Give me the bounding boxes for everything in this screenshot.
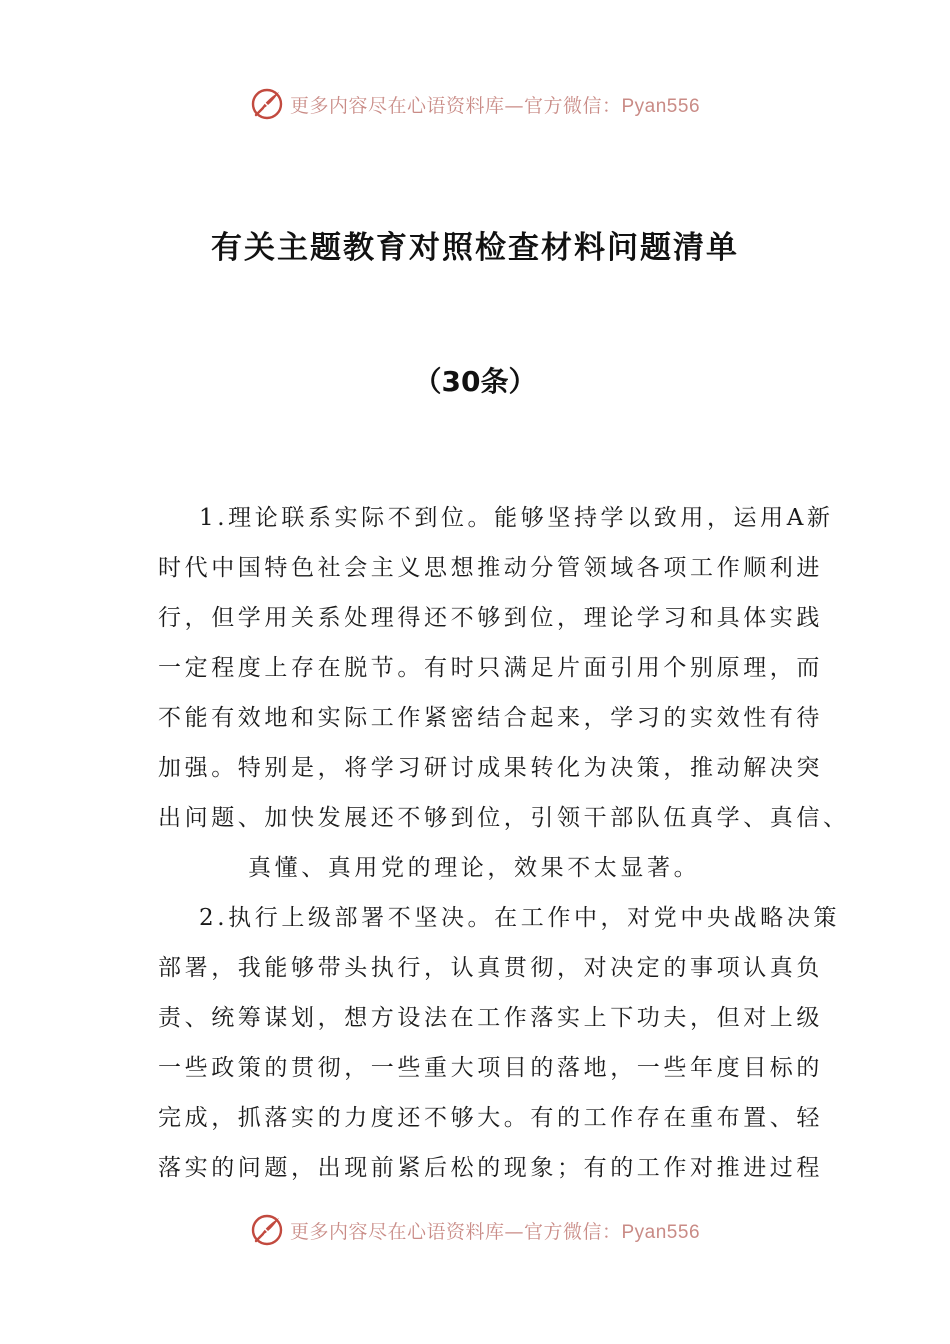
watermark-text: 更多内容尽在心语资料库—官方微信：Pyan556 [289,94,701,117]
body-line: 时代中国特色社会主义思想推动分管领域各项工作顺利进 [158,555,823,581]
body-line: 行，但学用关系处理得还不够到位，理论学习和具体实践 [158,605,823,631]
document-title: 有关主题教育对照检查材料问题清单 [211,230,739,266]
body-line: 一定程度上存在脱节。有时只满足片面引用个别原理，而 [158,655,823,681]
body-line: 加强。特别是，将学习研讨成果转化为决策，推动解决突 [158,755,823,781]
body-line: 出问题、加快发展还不够到位，引领干部队伍真学、真信、 [158,805,850,831]
header-watermark-banner [0,84,950,124]
wechat-id: Pyan556 [621,95,701,117]
body-line: 不能有效地和实际工作紧密结合起来，学习的实效性有待 [158,705,823,731]
body-line: 部署，我能够带头执行，认真贯彻，对决定的事项认真负 [158,955,823,981]
body-line: 一些政策的贯彻，一些重大项目的落地，一些年度目标的 [158,1055,823,1081]
feather-pen-logo-icon [250,1213,284,1247]
body-line: 完成，抓落实的力度还不够大。有的工作存在重布置、轻 [158,1105,823,1131]
body-line: 落实的问题，出现前紧后松的现象；有的工作对推进过程 [158,1155,823,1181]
document-subtitle: （30条） [413,365,537,398]
watermark-text: 更多内容尽在心语资料库—官方微信：Pyan556 [289,1220,701,1243]
feather-pen-logo-icon [250,87,284,121]
body-line: 1.理论联系实际不到位。能够坚持学以致用，运用A新 [199,505,834,531]
body-line: 真懂、真用党的理论，效果不太显著。 [248,855,701,881]
wechat-id: Pyan556 [621,1221,701,1243]
body-line: 2.执行上级部署不坚决。在工作中，对党中央战略决策 [199,905,840,931]
footer-watermark-banner [0,1210,950,1250]
body-line: 责、统筹谋划，想方设法在工作落实上下功夫，但对上级 [158,1005,823,1031]
